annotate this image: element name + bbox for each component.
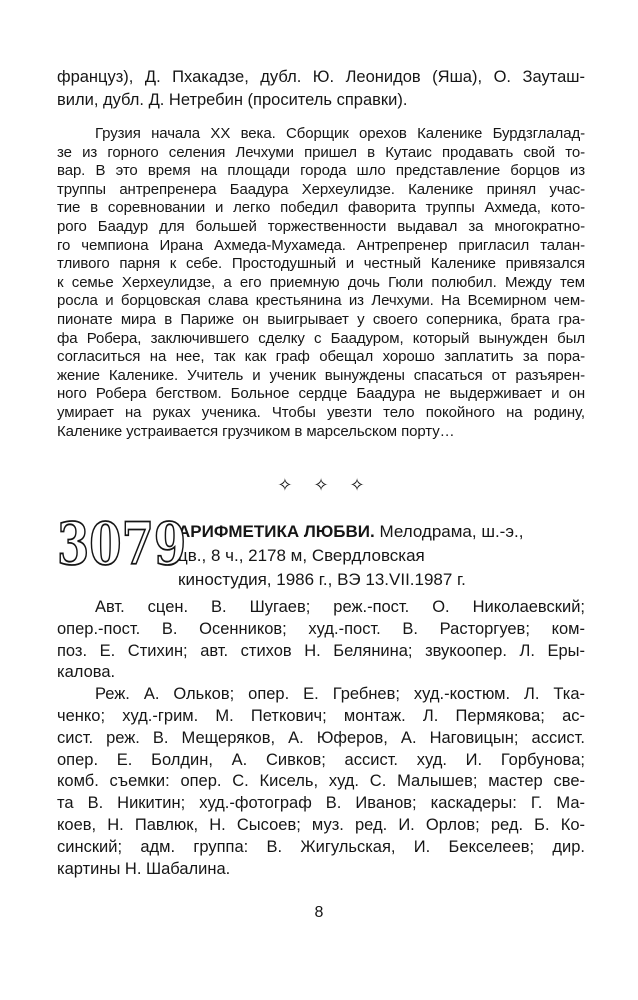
page-number: 8 [314, 904, 324, 921]
section-separator [57, 473, 585, 497]
catalog-entry [57, 510, 585, 592]
text-line: согласиться на нее, так как граф обещал хорошо заплатить за пора- [57, 348, 585, 366]
text-line: калова. [57, 663, 116, 682]
text-line: синский; адм. группа: В. Жигульская, И. Бекселеев; дир. [57, 837, 585, 856]
text-line: тие в соревновании и легко победил фаворита труппы Ахмеда, кото- [57, 199, 585, 217]
text-line: к семье Херхеулидзе, а его приемную дочь Гюли полюбил. Между тем [57, 273, 585, 291]
text-line: вили, дубл. Д. Нетребин (проситель справки). [57, 91, 408, 109]
text-line: тливого парня к себе. Простодушный и честный Каленике привязался [57, 255, 585, 273]
text-line: Грузия начала XX века. Сборщик орехов Каленике Бурдзглалад- [95, 125, 585, 142]
text-line: Каленике устраивается грузчиком в марсельском порту… [57, 422, 455, 440]
credits-paragraph-main [57, 597, 585, 684]
diamond-ornament-icon: ✧ [277, 475, 293, 496]
text-line: умирает на руках ученика. Чтобы увезти тело покойного на родину, [57, 403, 585, 421]
text-line: рого Баадур для большей торжественности выдавал за многократно- [57, 217, 585, 235]
text-line: росла и борцовская слава крестьянина из Лечхуми. На Всемирном чем- [57, 292, 585, 310]
text-line: ного Робера бегством. Больное сердце Баадура не выдерживает и он [57, 385, 585, 403]
film-title: АРИФМЕТИКА ЛЮБВИ. [178, 522, 375, 542]
text-line: жение Каленике. Учитель и ученик вынуждены спасаться от разъярен- [57, 366, 585, 384]
text-line: коев, Н. Павлюк, Н. Сысоев; муз. ред. И. Орлов; ред. Б. Ко- [57, 816, 585, 835]
text-line: поз. Е. Стихин; авт. стихов Н. Белянина; звукоопер. Л. Еры- [57, 641, 585, 660]
text-line: вар. В это время на площади города шло представление борцов из [57, 162, 585, 180]
synopsis-paragraph [57, 125, 585, 441]
text-line: Реж. А. Ольков; опер. Е. Гребнев; худ.-костюм. Л. Тка- [95, 685, 585, 704]
text-line: Авт. сцен. В. Шугаев; реж.-пост. О. Николаевский; [95, 598, 585, 617]
text-line: пионате мира в Париже он выигрывает у своего соперника, брата гра- [57, 310, 585, 328]
entry-number: 3079 [57, 510, 187, 579]
text-line: француз), Д. Пхакадзе, дубл. Ю. Леонидов (Яша), О. Зауташ- [57, 68, 585, 86]
text-line: картины Н. Шабалина. [57, 859, 231, 878]
film-attributes: Мелодрама, ш.-э., [379, 522, 524, 542]
title-line [178, 520, 523, 544]
title-line: цв., 8 ч., 2178 м, Свердловская [178, 546, 425, 566]
diamond-ornament-icon: ✧ [313, 475, 329, 496]
text-line: опер.-пост. В. Осенников; худ.-пост. В. Расторгуев; ком- [57, 619, 585, 638]
text-line: фа Робера, заключившего сделку с Баадуром, который вынужден был [57, 329, 585, 347]
text-line: зе из горного селения Лечхуми пришел в Кутаис продавать свой то- [57, 143, 585, 161]
title-line: киностудия, 1986 г., ВЭ 13.VII.1987 г. [178, 570, 466, 590]
entry-title [178, 519, 523, 592]
diamond-ornament-icon: ✧ [349, 475, 365, 496]
text-line: труппы антрепренера Баадура Херхеулидзе. Каленике принял учас- [57, 180, 585, 198]
text-line: опер. Е. Болдин, А. Сивков; ассист. худ. И. Горбунова; [57, 750, 585, 769]
cast-continuation-paragraph [57, 66, 585, 112]
text-line: сист. реж. В. Мещеряков, А. Юферов, А. Наговицын; ассист. [57, 728, 585, 747]
credits-paragraph-crew [57, 684, 585, 880]
text-line: комб. съемки: опер. С. Кисель, худ. С. Малышев; мастер све- [57, 772, 585, 791]
text-line: го чемпиона Ирана Ахмеда-Мухамеда. Антрепренер пригласил талан- [57, 236, 585, 254]
text-line: ченко; худ.-грим. М. Петкович; монтаж. Л. Пермякова; ас- [57, 707, 585, 726]
text-line: та В. Никитин; худ.-фотограф В. Иванов; каскадеры: Г. Ма- [57, 794, 585, 813]
